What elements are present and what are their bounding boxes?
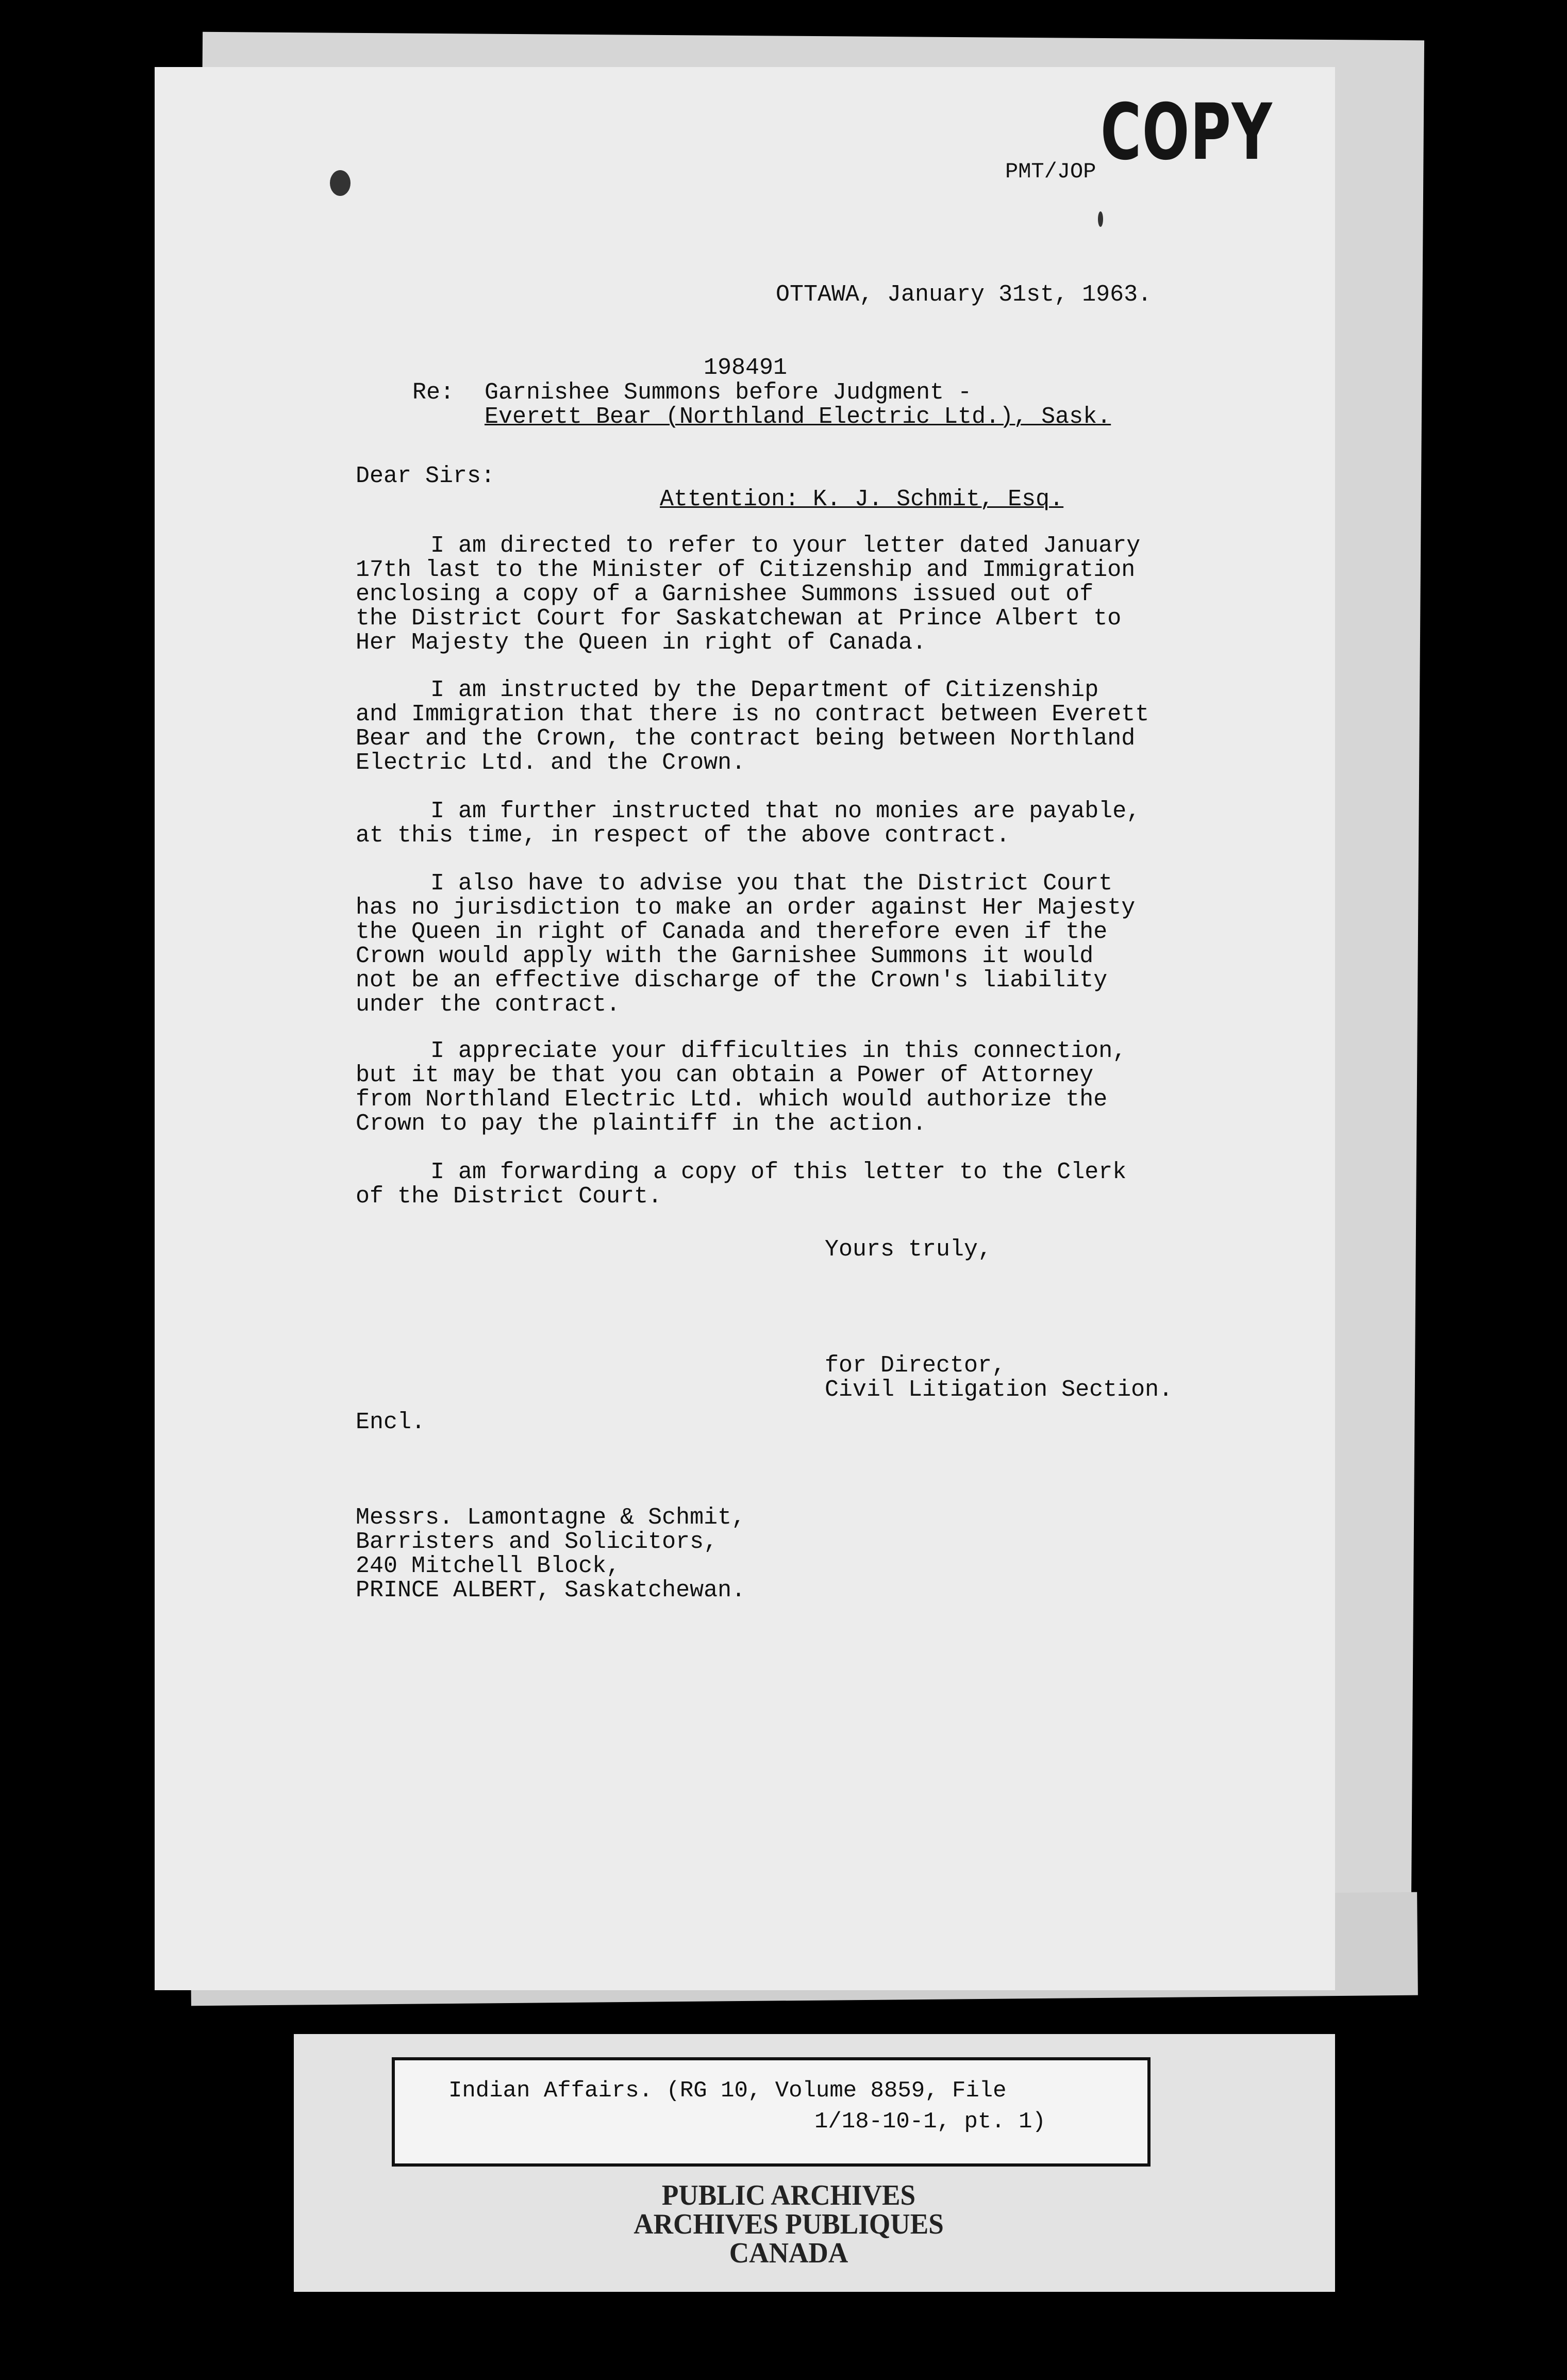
paragraph-2: I am instructed by the Department of Citizenship and Immigration that there is no contract between Everett Bear and the Crown, the contract being between Northland Electric Ltd. and the Crown. (356, 677, 1149, 776)
attention-line: Attention: K. J. Schmit, Esq. (660, 486, 1064, 513)
closing: Yours truly, (825, 1236, 992, 1263)
archives-stamp-line-1: PUBLIC ARCHIVES (661, 2179, 916, 2211)
paragraph-3: I am further instructed that no monies are payable, at this time, in respect of the above contract. (356, 798, 1141, 849)
enclosure-note: Encl. (356, 1409, 426, 1435)
paragraph-1: I am directed to refer to your letter dated January 17th last to the Minister of Citizenship and Immigration enclosing a copy of a Garnishee Summons issued out of the District Court for Saskatchewan at Prince Albert to Her Majesty the Queen in right of Canada. (356, 533, 1141, 656)
signature-line-1: for Director, (825, 1352, 1006, 1379)
reference-initials: PMT/JOP (1005, 159, 1096, 184)
paragraph-6: I am forwarding a copy of this letter to the Clerk of the District Court. (356, 1159, 1127, 1210)
recipient-address: Messrs. Lamontagne & Schmit, Barristers and Solicitors, 240 Mitchell Block, PRINCE ALBERT, Saskatchewan. (356, 1505, 746, 1604)
re-label: Re: (412, 379, 455, 406)
file-number: 198491 (704, 355, 788, 381)
date-line: OTTAWA, January 31st, 1963. (776, 282, 1152, 308)
paragraph-4: I also have to advise you that the District Court has no jurisdiction to make an order against Her Majesty the Queen in right of Canada and therefore even if the Crown would apply with the Garnishee Summons it would not be an effective discharge of the Crown's liability under the contract. (356, 870, 1136, 1018)
subject-line-1: Garnishee Summons before Judgment - (485, 379, 972, 406)
salutation: Dear Sirs: (356, 463, 495, 489)
signature-line-2: Civil Litigation Section. (825, 1377, 1173, 1403)
public-archives-stamp (557, 2181, 1021, 2268)
archives-stamp-line-2: ARCHIVES PUBLIQUES (634, 2208, 944, 2240)
punch-hole-mark (330, 170, 351, 196)
archive-label-line-1: Indian Affairs. (RG 10, Volume 8859, File (448, 2078, 1007, 2104)
archives-stamp-line-3: CANADA (729, 2237, 848, 2269)
subject-line-2: Everett Bear (Northland Electric Ltd.), Sask. (485, 404, 1111, 430)
copy-stamp: COPY (1101, 88, 1273, 177)
ink-mark (1098, 211, 1103, 227)
archive-label-line-2: 1/18-10-1, pt. 1) (814, 2109, 1046, 2135)
paragraph-5: I appreciate your difficulties in this connection, but it may be that you can obtain a Power of Attorney from Northland Electric Ltd. which would authorize the Crown to pay the plaintiff in the action. (356, 1038, 1127, 1137)
